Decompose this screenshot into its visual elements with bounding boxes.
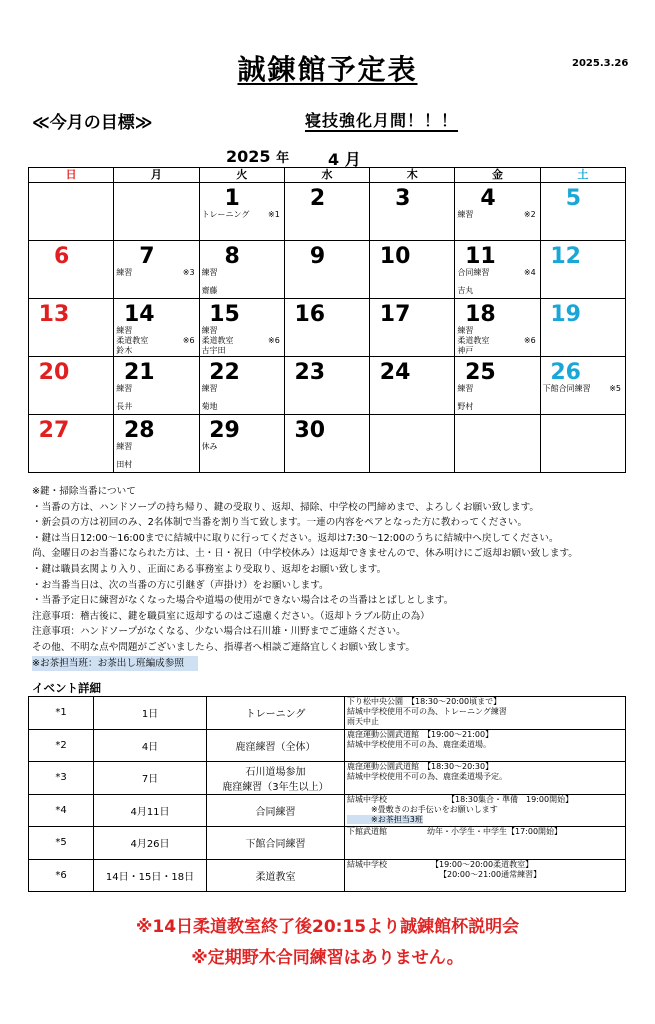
day-number: 8 <box>224 244 240 269</box>
note-line: ・鍵は当日12:00～16:00までに結城中に取りに行ってください。返却は7:30～12:00のうちに結城中へ戻してください。 <box>32 532 559 544</box>
day-number: 10 <box>379 244 411 269</box>
day-number: 21 <box>123 360 155 385</box>
day-event-line: 柔道教室 <box>201 336 234 345</box>
event-detail-line: 結城中学校使用不可の為、鹿窪柔道場予定。 <box>347 772 507 781</box>
calendar-day <box>29 183 114 241</box>
day-number: 28 <box>123 418 155 443</box>
event-name <box>207 827 345 860</box>
day-number: 25 <box>465 360 496 385</box>
event-name <box>207 794 345 827</box>
event-reference-mark: ※2 <box>523 210 536 219</box>
event-detail-line: 結城中学校 【19:00～20:00柔道教室】 <box>347 859 534 869</box>
event-date: 4月11日 <box>94 794 207 827</box>
calendar-week <box>29 415 626 473</box>
event-row <box>29 697 626 730</box>
duty-person: 野村 <box>457 402 474 411</box>
calendar-week <box>29 183 626 241</box>
day-event: 練習 <box>457 210 474 219</box>
day-event: 練習 <box>201 268 218 277</box>
calendar-day <box>199 415 284 473</box>
day-number: 13 <box>38 302 70 327</box>
calendar-day <box>114 183 199 241</box>
page-title: 誠錬館予定表 <box>237 53 418 86</box>
weekday-header: 水 <box>284 168 369 183</box>
event-date: 4月26日 <box>94 827 207 860</box>
day-event-line: 柔道教室 <box>116 336 149 345</box>
event-detail-line: 下り松中央公園 【18:30～20:00頃まで】 <box>347 697 502 706</box>
calendar-day <box>540 415 625 473</box>
day-number: 9 <box>309 244 326 269</box>
notice-line: ※14日柔道教室終了後20:15より誠錬館杯説明会 <box>135 917 520 937</box>
calendar-day <box>370 183 455 241</box>
goal-text: 寝技強化月間！！！ <box>305 111 459 130</box>
note-line: その他、不明な点や問題がございましたら、指導者へ相談ご連絡宜しくお願い致します。 <box>32 641 415 653</box>
day-event-line: 練習 <box>457 326 474 335</box>
event-number: *4 <box>29 794 94 827</box>
events-table <box>28 696 626 892</box>
day-number: 1 <box>224 186 240 211</box>
calendar-week <box>29 299 626 357</box>
calendar-day <box>29 299 114 357</box>
calendar-day <box>284 357 369 415</box>
event-detail-line: 雨天中止 <box>347 717 379 726</box>
event-date: 7日 <box>94 762 207 795</box>
event-name-line: トレーニング <box>245 709 306 721</box>
day-number: 26 <box>550 360 581 385</box>
day-event: 練習 <box>201 384 218 393</box>
day-event: 練習 <box>116 384 133 393</box>
day-event-lines <box>116 326 148 356</box>
calendar-month: 4 月 <box>328 150 361 169</box>
calendar-day <box>455 415 540 473</box>
calendar-day <box>455 183 540 241</box>
duty-notes <box>32 484 632 671</box>
calendar-day <box>540 357 625 415</box>
duty-person: 田村 <box>116 460 133 469</box>
weekday-header: 火 <box>199 168 284 183</box>
event-number: *1 <box>29 697 94 730</box>
calendar-day <box>455 299 540 357</box>
calendar-day <box>370 415 455 473</box>
calendar-day <box>370 299 455 357</box>
day-event: 練習 <box>116 442 133 451</box>
duty-person: 菊地 <box>201 402 218 411</box>
day-number: 18 <box>465 302 496 327</box>
note-line: 尚、金曜日のお当番になられた方は、土・日・祝日（中学校休み）は返却できませんので、休み明けにご返却お願い致します。 <box>32 548 578 560</box>
day-number: 19 <box>550 302 581 327</box>
day-event-line: 古宇田 <box>201 346 226 355</box>
event-name <box>207 859 345 892</box>
calendar-day <box>29 357 114 415</box>
day-event-line: 神戸 <box>457 346 474 355</box>
day-number: 23 <box>294 360 326 385</box>
day-number: 12 <box>550 244 581 269</box>
duty-person: 長井 <box>116 402 133 411</box>
event-detail-line: 結城中学校使用不可の為、鹿窪柔道場。 <box>347 739 491 749</box>
event-detail-line: 鹿窪運動公園武道館 【18:30～20:30】 <box>347 762 494 771</box>
day-event: 練習 <box>116 268 133 277</box>
event-detail-line: 【20:00～21:00通常練習】 <box>347 869 542 879</box>
note-line: ・お当番当日は、次の当番の方に引継ぎ（声掛け）をお願いします。 <box>32 579 329 591</box>
event-reference-mark: ※5 <box>609 384 621 393</box>
day-number: 24 <box>379 360 411 385</box>
goal-label: ≪今月の目標≫ <box>32 113 153 133</box>
day-event: 合同練習 <box>457 268 490 277</box>
calendar-day <box>540 183 625 241</box>
day-number: 17 <box>379 302 411 327</box>
day-number: 11 <box>465 244 496 269</box>
calendar-day <box>114 299 199 357</box>
day-number: 7 <box>139 244 155 269</box>
day-event: 下館合同練習 <box>542 384 591 393</box>
event-row <box>29 762 626 795</box>
calendar-day <box>455 241 540 299</box>
duty-person: 齋藤 <box>201 286 218 295</box>
event-detail-line: 結城中学校使用不可の為、トレーニング練習 <box>347 707 507 716</box>
note-line: ・当番の方は、ハンドソープの持ち帰り、鍵の受取り、返却、掃除、中学校の門締めまで、よろしくお願い致します。 <box>32 501 540 513</box>
calendar-day <box>199 357 284 415</box>
weekday-header-row <box>29 168 626 183</box>
event-row <box>29 729 626 762</box>
calendar-day <box>284 241 369 299</box>
calendar-year: 2025 年 <box>226 147 290 166</box>
event-detail-line: ※畳敷きのお手伝いをお願いします <box>347 804 498 814</box>
issue-date: 2025.3.26 <box>572 58 629 69</box>
day-event: 練習 <box>457 384 474 393</box>
note-line: ・新会員の方は初回のみ、2名体制で当番を割り当て致します。一連の内容をペアとなった方に教わってください。 <box>32 517 528 529</box>
calendar-day <box>199 299 284 357</box>
event-name <box>207 729 345 762</box>
event-date: 14日・15日・18日 <box>94 859 207 892</box>
day-event-lines <box>202 326 234 356</box>
event-number: *6 <box>29 859 94 892</box>
calendar-table <box>28 167 626 473</box>
event-name <box>207 697 345 730</box>
day-number: 3 <box>395 186 411 211</box>
event-name <box>207 762 345 795</box>
note-line: ※鍵・掃除当番について <box>32 486 136 497</box>
event-date: 1日 <box>94 697 207 730</box>
day-number: 27 <box>38 418 70 443</box>
day-event-line: 練習 <box>116 326 133 335</box>
weekday-header: 月 <box>114 168 199 183</box>
day-event-lines <box>457 326 489 356</box>
events-title: イベント詳細 <box>32 681 101 695</box>
calendar-day <box>199 183 284 241</box>
day-number: 20 <box>38 360 70 385</box>
calendar-day <box>114 357 199 415</box>
event-number: *3 <box>29 762 94 795</box>
event-name-line: 下館合同練習 <box>245 839 306 851</box>
event-details <box>345 729 626 762</box>
weekday-header: 土 <box>540 168 625 183</box>
calendar-day <box>199 241 284 299</box>
calendar-week <box>29 357 626 415</box>
event-detail-line: 下館武道館 幼年・小学生・中学生【17:00開始】 <box>347 827 563 836</box>
event-reference-mark: ※6 <box>182 336 195 345</box>
event-number: *2 <box>29 729 94 762</box>
day-number: 2 <box>309 186 326 211</box>
notice-line: ※定期野木合同練習はありません。 <box>191 948 464 968</box>
day-number: 5 <box>565 186 581 211</box>
calendar-day <box>114 241 199 299</box>
weekday-header: 日 <box>29 168 114 183</box>
event-name-line: 鹿窪練習（3年生以上） <box>222 781 329 793</box>
calendar-day <box>370 241 455 299</box>
event-reference-mark: ※3 <box>182 268 195 277</box>
day-number: 29 <box>209 418 240 443</box>
day-event-line: 鈴木 <box>116 346 133 355</box>
event-details <box>345 762 626 795</box>
day-event-line: 練習 <box>201 326 218 335</box>
day-event-line: 柔道教室 <box>457 336 490 345</box>
calendar-day <box>455 357 540 415</box>
calendar-day <box>284 415 369 473</box>
calendar-day <box>540 241 625 299</box>
day-event: 休み <box>201 442 218 451</box>
event-date: 4日 <box>94 729 207 762</box>
day-number: 6 <box>53 244 70 269</box>
calendar-day <box>29 415 114 473</box>
event-details <box>345 697 626 730</box>
calendar-day <box>284 299 369 357</box>
event-reference-mark: ※6 <box>268 336 280 345</box>
duty-person: 吉丸 <box>457 286 474 295</box>
event-reference-mark: ※6 <box>523 336 536 345</box>
event-reference-mark: ※1 <box>268 210 280 219</box>
event-name-line: 柔道教室 <box>255 871 296 883</box>
event-number: *5 <box>29 827 94 860</box>
event-row <box>29 827 626 860</box>
event-detail-highlight: ※お茶担当3班 <box>347 814 423 824</box>
event-name-line: 石川道場参加 <box>245 766 306 778</box>
day-number: 15 <box>209 302 240 327</box>
event-detail-line: 結城中学校 【18:30集合・準備 19:00開始】 <box>347 794 574 804</box>
note-line: ・鍵は職員玄関より入り、正面にある事務室より受取り、返却をお願い致します。 <box>32 563 387 575</box>
calendar-day <box>540 299 625 357</box>
event-detail-line: 鹿窪運動公園武道館 【19:00～21:00】 <box>347 729 494 739</box>
note-line: 注意事項：稽古後に、鍵を職員室に返却するのはご遠慮ください。（返却トラブル防止の為） <box>32 610 430 622</box>
day-number: 22 <box>209 360 240 385</box>
event-details <box>345 859 626 892</box>
day-number: 14 <box>123 302 155 327</box>
weekday-header: 金 <box>455 168 540 183</box>
day-number: 30 <box>294 418 326 443</box>
day-event: トレーニング <box>201 210 250 219</box>
event-row <box>29 859 626 892</box>
event-reference-mark: ※4 <box>523 268 536 277</box>
event-row <box>29 794 626 827</box>
calendar-day <box>114 415 199 473</box>
calendar-week <box>29 241 626 299</box>
calendar-day <box>29 241 114 299</box>
calendar-day <box>284 183 369 241</box>
event-details <box>345 827 626 860</box>
weekday-header: 木 <box>370 168 455 183</box>
event-details <box>345 794 626 827</box>
event-name-line: 合同練習 <box>255 806 296 818</box>
tea-note: ※お茶担当班：お茶出し班編成参照 <box>32 656 198 672</box>
day-number: 4 <box>480 186 496 211</box>
day-number: 16 <box>294 302 326 327</box>
event-name-line: 鹿窪練習（全体） <box>235 741 316 753</box>
note-line: ・当番予定日に練習がなくなった場合や道場の使用ができない場合はその当番はとばしとします。 <box>32 595 454 607</box>
note-line: 注意事項：ハンドソープがなくなる、少ない場合は石川雄・川野までご連絡ください。 <box>32 626 406 638</box>
calendar-day <box>370 357 455 415</box>
